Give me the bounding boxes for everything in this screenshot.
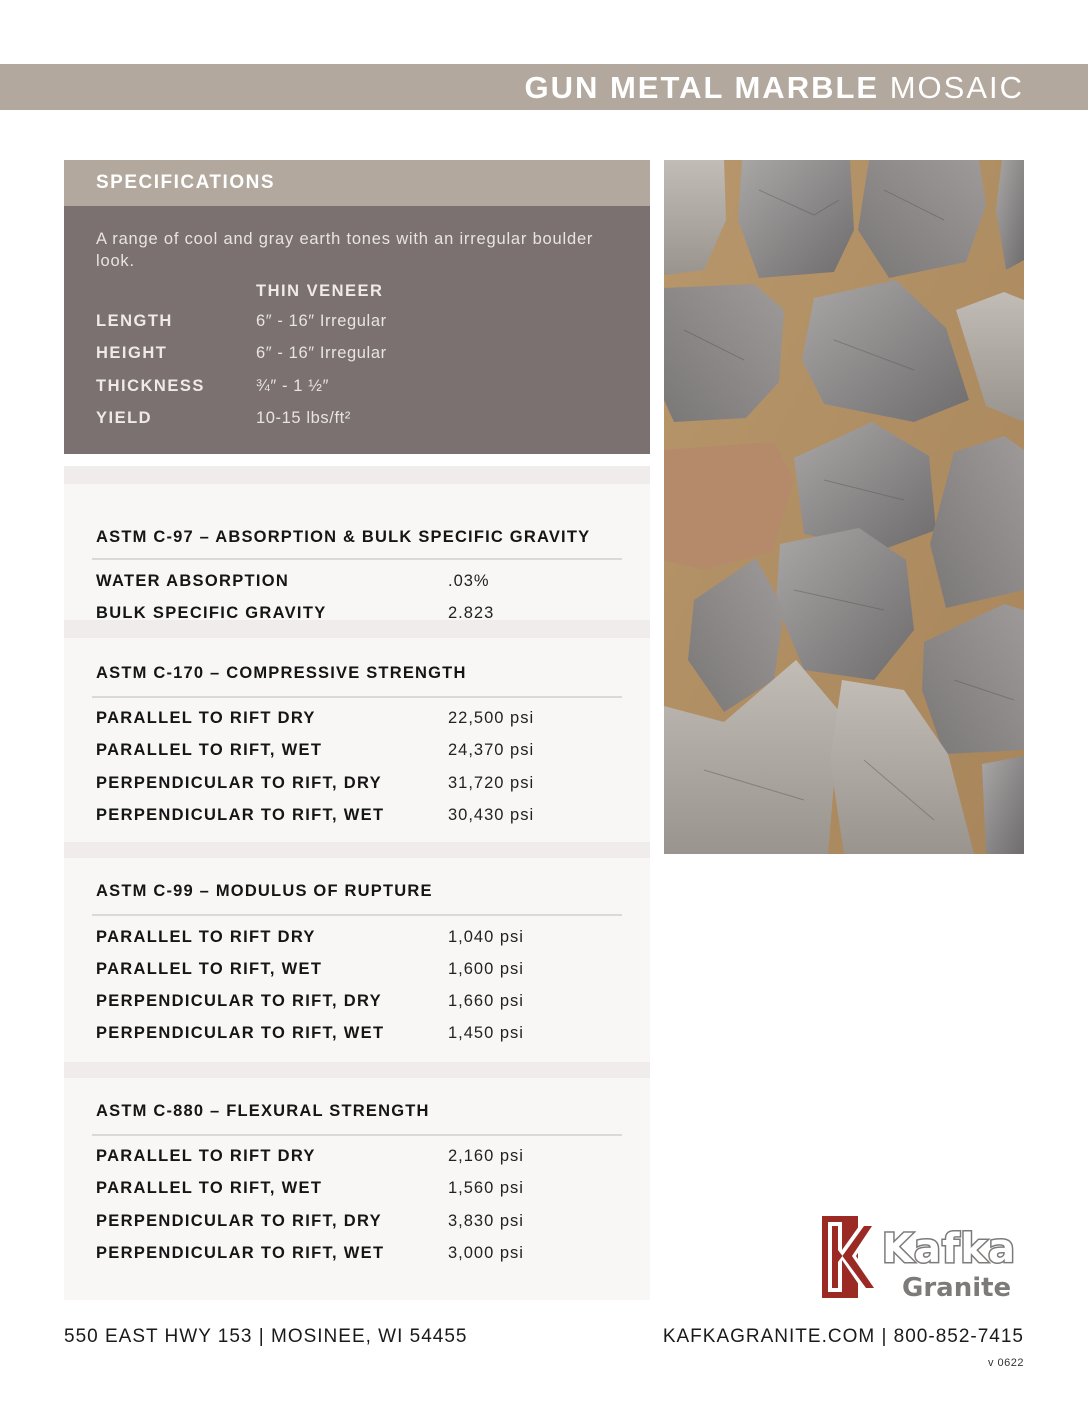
test-row: [96, 774, 616, 798]
test-title: ASTM C-880 – FLEXURAL STRENGTH: [96, 1102, 430, 1120]
spec-value: ¾″ - 1 ½″: [256, 377, 330, 395]
test-row: [96, 1147, 616, 1171]
page-title: [524, 68, 1024, 108]
test-label: PERPENDICULAR TO RIFT, DRY: [96, 992, 382, 1010]
company-address: 550 EAST HWY 153 | MOSINEE, WI 54455: [64, 1326, 468, 1347]
test-value: .03%: [448, 572, 490, 590]
test-row: [96, 992, 616, 1016]
test-label: PERPENDICULAR TO RIFT, WET: [96, 806, 385, 824]
spec-label: YIELD: [96, 409, 153, 427]
test-row: [96, 604, 616, 628]
title-light: MOSAIC: [889, 70, 1024, 105]
test-value: 3,830 psi: [448, 1212, 524, 1230]
spec-value: 6″ - 16″ Irregular: [256, 344, 387, 362]
test-label: PARALLEL TO RIFT DRY: [96, 928, 316, 946]
kafka-granite-logo: [822, 1216, 1024, 1298]
test-label: PERPENDICULAR TO RIFT, DRY: [96, 774, 382, 792]
test-value: 1,450 psi: [448, 1024, 524, 1042]
test-row: [96, 1212, 616, 1236]
test-label: BULK SPECIFIC GRAVITY: [96, 604, 327, 622]
spec-label: HEIGHT: [96, 344, 168, 362]
test-row: [96, 928, 616, 952]
test-row: [96, 960, 616, 984]
test-row: [96, 572, 616, 596]
test-value: 30,430 psi: [448, 806, 535, 824]
test-value: 2,160 psi: [448, 1147, 524, 1165]
test-label: PARALLEL TO RIFT DRY: [96, 1147, 316, 1165]
spec-row-height: [96, 344, 616, 368]
stone-description: A range of cool and gray earth tones with an irregular boulder look.: [96, 230, 594, 270]
test-section-c99: [64, 858, 650, 1062]
title-bar: [0, 64, 1088, 110]
test-section-c97: [64, 484, 650, 620]
logo-subword: Granite: [902, 1273, 1012, 1298]
test-row: [96, 709, 616, 733]
test-title: ASTM C-170 – COMPRESSIVE STRENGTH: [96, 664, 467, 682]
spec-row-thickness: [96, 377, 616, 401]
test-label: PARALLEL TO RIFT DRY: [96, 709, 316, 727]
test-value: 1,040 psi: [448, 928, 524, 946]
test-value: 2.823: [448, 604, 495, 622]
divider: [92, 558, 622, 560]
test-row: [96, 1179, 616, 1203]
spec-value: 10-15 lbs/ft²: [256, 409, 351, 427]
title-bold: GUN METAL MARBLE: [524, 70, 880, 105]
spec-label: THICKNESS: [96, 377, 205, 395]
test-value: 1,660 psi: [448, 992, 524, 1010]
spec-value: 6″ - 16″ Irregular: [256, 312, 387, 330]
test-value: 1,560 psi: [448, 1179, 524, 1197]
stone-mosaic-photo: [664, 160, 1024, 854]
test-row: [96, 741, 616, 765]
specifications-heading: SPECIFICATIONS: [64, 160, 650, 206]
test-label: PARALLEL TO RIFT, WET: [96, 1179, 323, 1197]
spec-label: LENGTH: [96, 312, 173, 330]
test-label: WATER ABSORPTION: [96, 572, 290, 590]
test-value: 24,370 psi: [448, 741, 535, 759]
test-row: [96, 1024, 616, 1048]
test-title: ASTM C-97 – ABSORPTION & BULK SPECIFIC GRAVITY: [96, 528, 591, 546]
logo-wordmark: Kafka: [882, 1226, 1016, 1272]
company-contact: KAFKAGRANITE.COM | 800-852-7415: [662, 1326, 1024, 1347]
test-label: PARALLEL TO RIFT, WET: [96, 741, 323, 759]
specifications-body: [64, 206, 650, 454]
test-row: [96, 806, 616, 830]
test-section-c880: [64, 1078, 650, 1300]
test-value: 1,600 psi: [448, 960, 524, 978]
divider: [92, 1134, 622, 1136]
thin-veneer-heading: THIN VENEER: [256, 282, 384, 300]
test-label: PERPENDICULAR TO RIFT, DRY: [96, 1212, 382, 1230]
test-title: ASTM C-99 – MODULUS OF RUPTURE: [96, 882, 433, 900]
test-value: 31,720 psi: [448, 774, 535, 792]
document-version: v 0622: [987, 1357, 1024, 1369]
test-value: 3,000 psi: [448, 1244, 524, 1262]
test-label: PERPENDICULAR TO RIFT, WET: [96, 1244, 385, 1262]
spec-row-yield: [96, 409, 616, 433]
spec-row-length: [96, 312, 616, 336]
test-section-c170: [64, 638, 650, 842]
divider: [92, 696, 622, 698]
test-value: 22,500 psi: [448, 709, 535, 727]
test-results-panel: [64, 466, 650, 1300]
test-label: PERPENDICULAR TO RIFT, WET: [96, 1024, 385, 1042]
test-label: PARALLEL TO RIFT, WET: [96, 960, 323, 978]
specifications-panel: [64, 160, 650, 454]
test-row: [96, 1244, 616, 1268]
divider: [92, 914, 622, 916]
